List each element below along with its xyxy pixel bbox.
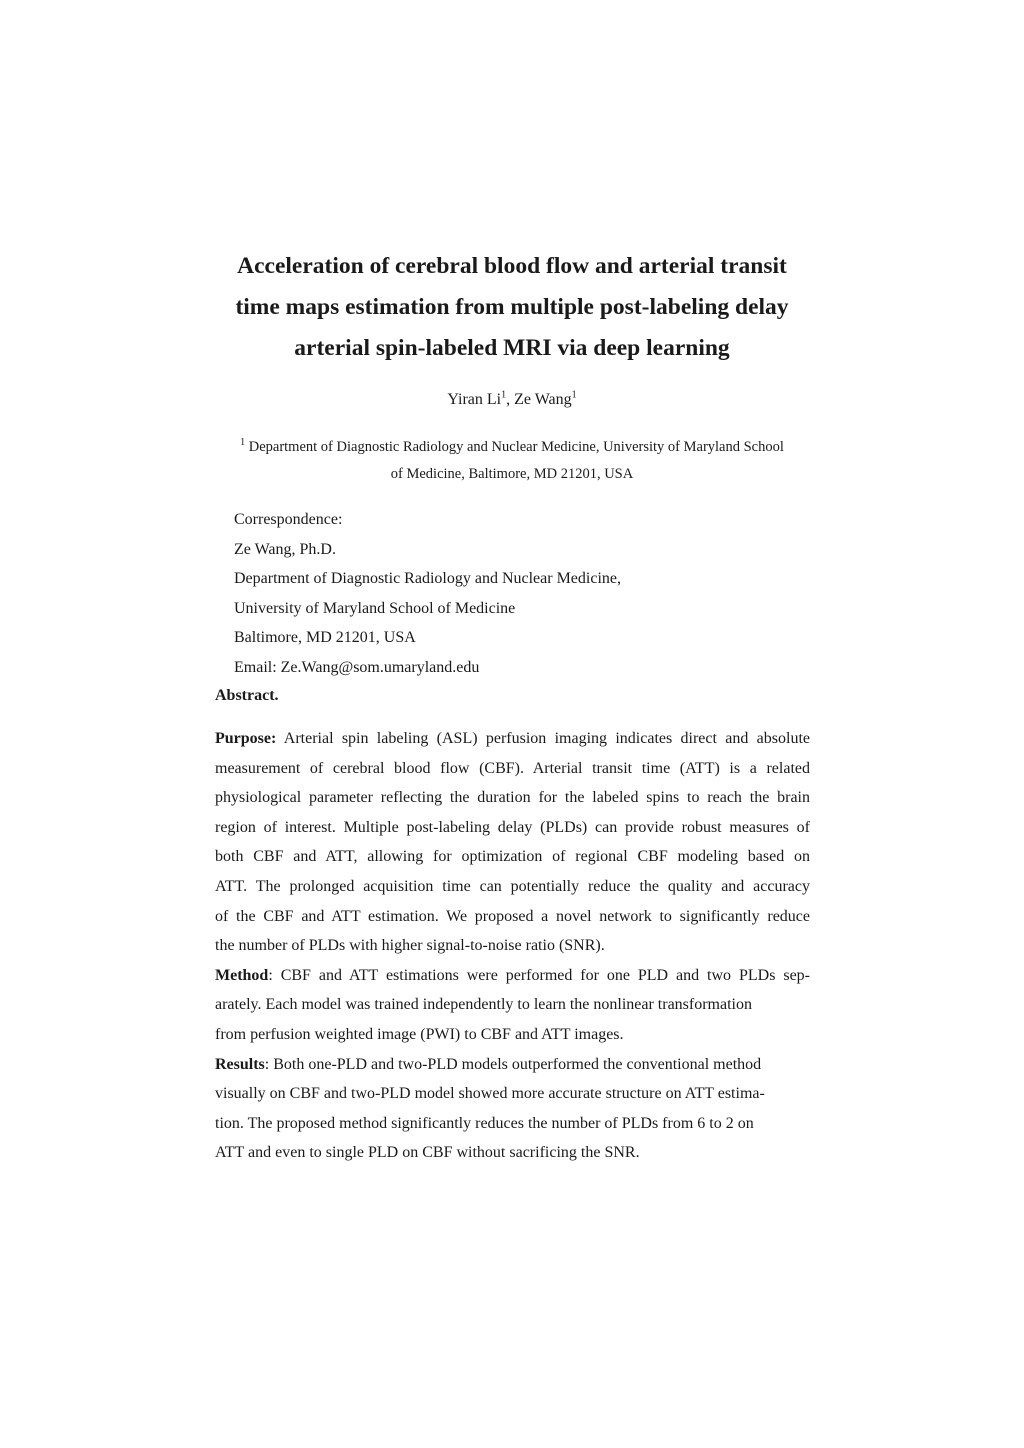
correspondence-heading: Correspondence: [234, 511, 343, 528]
author-affiliation-marker: 1 [571, 389, 577, 401]
correspondence-name: Ze Wang, Ph.D. [234, 540, 336, 558]
abstract-line: Method: CBF and ATT estimations were performed for one PLD and two PLDs sep- [215, 966, 810, 984]
author-affiliation-marker: 1 [501, 389, 507, 401]
title-line: arterial spin-labeled MRI via deep learning [294, 335, 730, 361]
abstract-line: visually on CBF and two-PLD model showed more accurate structure on ATT estima- [215, 1085, 765, 1103]
affiliation-text: Department of Diagnostic Radiology and Nuclear Medicine, University of Maryland School [245, 439, 784, 455]
abstract-line: tion. The proposed method significantly reduces the number of PLDs from 6 to 2 on [215, 1114, 754, 1132]
abstract-line: ATT. The prolonged acquisition time can potentially reduce the quality and accuracy [215, 877, 810, 895]
author-separator: , [506, 391, 515, 408]
results-label: Results [215, 1055, 265, 1073]
correspondence-block [234, 505, 621, 683]
abstract-line: the number of PLDs with higher signal-to-noise ratio (SNR). [215, 937, 605, 955]
purpose-label: Purpose: [215, 730, 277, 747]
correspondence-address: Baltimore, MD 21201, USA [234, 629, 416, 647]
affiliation-marker: 1 [240, 437, 246, 449]
author-name: Yiran Li [447, 391, 502, 408]
abstract-heading: Abstract. [215, 687, 279, 704]
abstract-line: region of interest. Multiple post-labeling delay (PLDs) can provide robust measures of [215, 818, 810, 836]
abstract-line: arately. Each model was trained independently to learn the nonlinear transformation [215, 996, 752, 1014]
correspondence-department: Department of Diagnostic Radiology and Nuclear Medicine, [234, 570, 621, 588]
author-list [0, 388, 1024, 412]
abstract-line: Results: Both one-PLD and two-PLD models outperformed the conventional method [215, 1055, 762, 1073]
abstract-line: Purpose: Arterial spin labeling (ASL) perfusion imaging indicates direct and absolute [215, 730, 810, 747]
title-line: Acceleration of cerebral blood flow and arterial transit [237, 253, 787, 279]
affiliation-line [200, 434, 824, 461]
abstract-body [215, 724, 810, 1168]
correspondence-institution: University of Maryland School of Medicine [234, 599, 516, 617]
abstract-line: of the CBF and ATT estimation. We proposed a novel network to significantly reduce [215, 907, 810, 925]
correspondence-email: Email: Ze.Wang@som.umaryland.edu [234, 658, 480, 676]
paper-title [190, 246, 834, 369]
affiliation-line: of Medicine, Baltimore, MD 21201, USA [390, 466, 634, 482]
abstract-line: physiological parameter reflecting the duration for the labeled spins to reach the brain [215, 789, 810, 807]
abstract-line: from perfusion weighted image (PWI) to CBF and ATT images. [215, 1025, 624, 1043]
abstract-line: ATT and even to single PLD on CBF without sacrificing the SNR. [215, 1144, 640, 1162]
abstract-line: measurement of cerebral blood flow (CBF). Arterial transit time (ATT) is a related [215, 759, 810, 777]
method-label: Method [215, 966, 269, 984]
abstract-line: both CBF and ATT, allowing for optimization of regional CBF modeling based on [215, 848, 810, 866]
affiliation [200, 434, 824, 488]
title-line: time maps estimation from multiple post-labeling delay [235, 294, 789, 320]
author-name: Ze Wang [514, 391, 572, 408]
